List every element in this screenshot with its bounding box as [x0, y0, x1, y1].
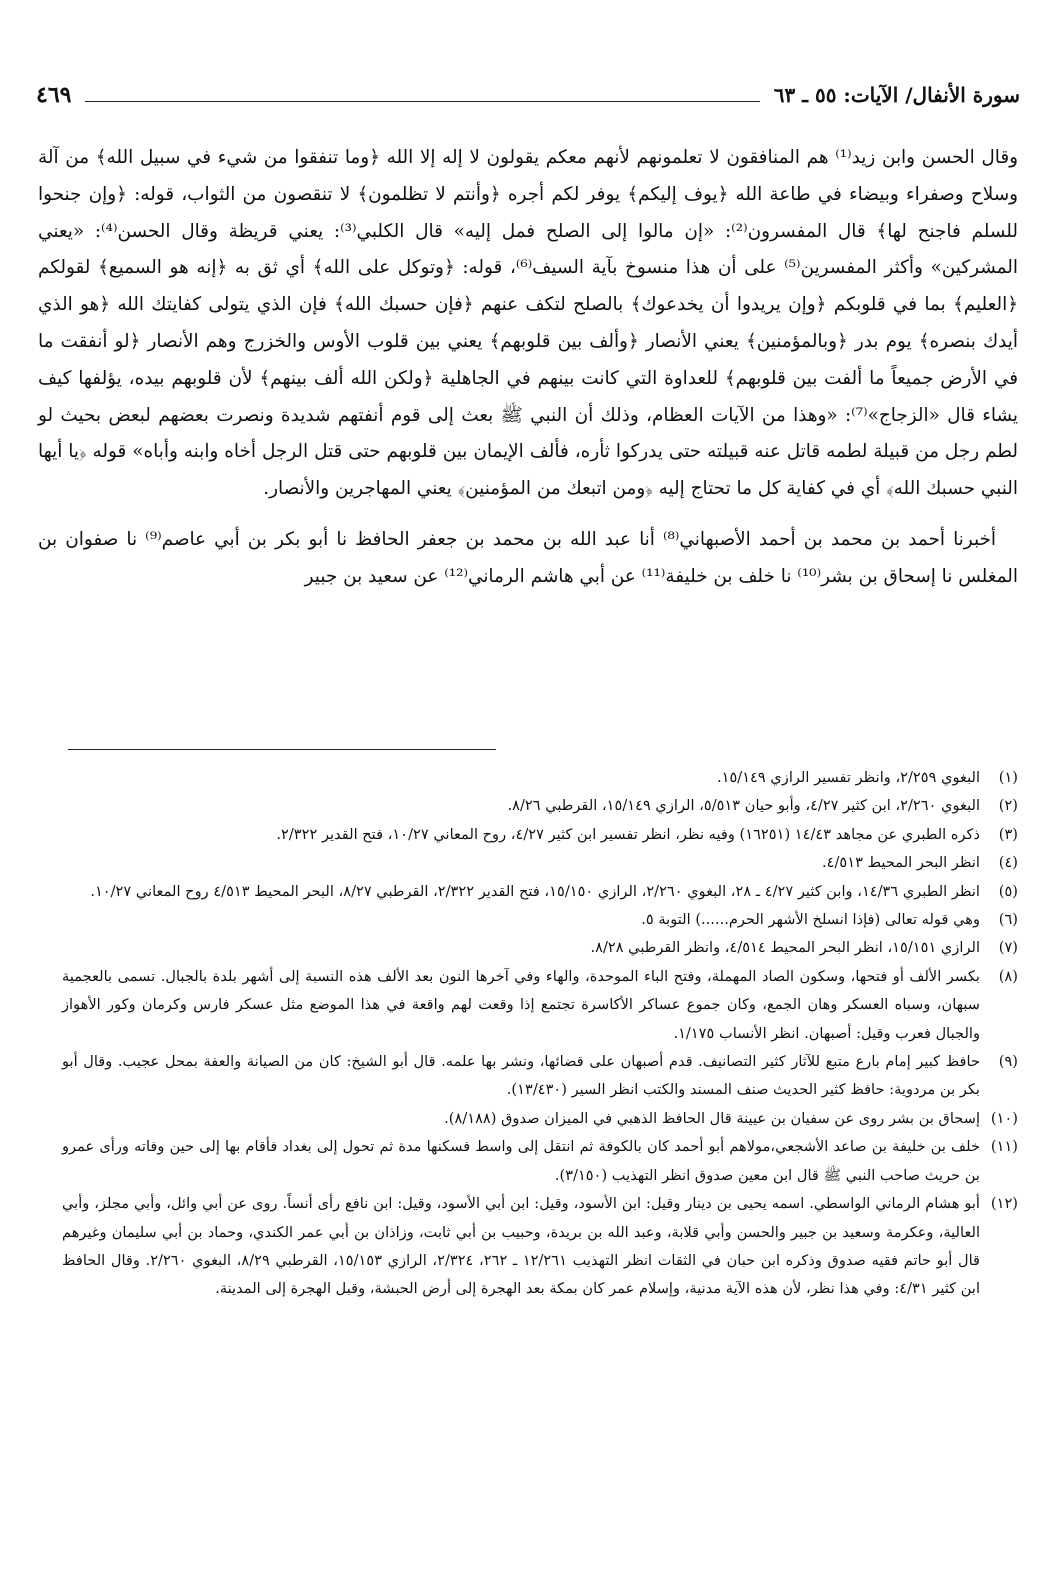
- footnote-text: وهي قوله تعالى (فإذا انسلخ الأشهر الحرم......) التوبة ٥.: [641, 911, 980, 929]
- footnote-text: الرازي ١٥/١٥١، انظر البحر المحيط ٤/٥١٤، وانظر القرطبي ٨/٢٨.: [590, 939, 980, 957]
- footnote: [62, 1105, 1018, 1133]
- footnote: [62, 963, 1018, 1048]
- footnote-number: (٣): [998, 825, 1018, 843]
- footnote-number: (١): [998, 769, 1018, 786]
- page-number: ٤٦٩: [36, 82, 72, 108]
- footnote-number: (٦): [998, 911, 1018, 929]
- footnote: [62, 1190, 1018, 1304]
- footnote: [62, 792, 1018, 820]
- footnote-text: ذكره الطبري عن مجاهد ١٤/٤٣ (١٦٢٥١) وفيه نظر، انظر تفسير ابن كثير ٤/٢٧، روح المعاني ١٠/٢٧، فتح القدير ٢/٣٢٢.: [276, 825, 980, 843]
- footnote-number: (١٠): [990, 1109, 1018, 1127]
- footnote-number: (٧): [998, 939, 1018, 957]
- footnote-number: (٢): [998, 797, 1018, 815]
- footnote-text: بكسر الألف أو فتحها، وسكون الصاد المهملة، وفتح الباء الموحدة، والهاء وفي آخرها النون بعد الألف هذه النسبة إلى أشهر بلدة بالجبال. تسمى بالعجمية سبهان، وسباه العسكر وهان الجمع، وكان جموع عساكر الأكاسرة تجتمع إذا وقعت لهم واقعة في هذا الموضع مثل عسكر فارس وكرمان وكور الأهواز والجبال فعرب وقيل: أصبهان. انظر الأنساب ١/١٧٥.: [62, 967, 980, 1042]
- footnote-text: البغوي ٢/٢٦٠، ابن كثير ٤/٢٧، وأبو حيان ٥/٥١٣، الرازي ١٥/١٤٩، القرطبي ٨/٢٦.: [507, 797, 980, 815]
- page-header: [36, 78, 1020, 112]
- footnote-number: (٤): [998, 854, 1018, 872]
- footnote: [62, 1133, 1018, 1190]
- paragraph: أخبرنا أحمد بن محمد بن أحمد الأصبهاني⁽⁸⁾ أنا عبد الله بن محمد بن جعفر الحافظ نا أبو بكر بن أبي عاصم⁽⁹⁾ نا صفوان بن المغلس نا إسحاق بن بشر⁽¹⁰⁾ نا خلف بن خليفة⁽¹¹⁾ عن أبي هاشم الرماني⁽¹²⁾ عن سعيد بن جبير: [38, 528, 1018, 587]
- footnote-number: (١١): [990, 1138, 1018, 1156]
- footnote-separator: [68, 749, 496, 750]
- footnote-text: انظر الطبري ١٤/٣٦، وابن كثير ٤/٢٧ ـ ٢٨، البغوي ٢/٢٦٠، الرازي ١٥/١٥٠، فتح القدير ٢/٣٢٢، القرطبي ٨/٢٧، البحر المحيط ٤/٥١٣ روح المعاني ١٠/٢٧.: [90, 882, 980, 900]
- main-text: [38, 140, 1018, 596]
- footnote-text: حافظ كبير إمام بارع متبع للآثار كثير التصانيف. قدم أصبهان على قضائها، ونشر بها علمه. قال أبو الشيخ: كان من الصيانة والعفة بمحل عجيب. وقال أبو بكر بن مردوية: حافظ كثير الحديث صنف المسند والكتب انظر السير (١٣/٤٣٠).: [62, 1053, 980, 1099]
- footnote-number: (١٢): [990, 1195, 1018, 1213]
- footnote-text: انظر البحر المحيط ٤/٥١٣.: [822, 854, 980, 872]
- surah-title: سورة الأنفال/ الآيات: ٥٥ ـ ٦٣: [773, 83, 1020, 107]
- footnote: [62, 1048, 1018, 1105]
- footnotes: [62, 764, 1018, 1304]
- paragraph: وقال الحسن وابن زيد⁽¹⁾ هم المنافقون لا تعلمونهم لأنهم معكم يقولون لا إله إلا الله ﴿وما تنفقوا من شيء في سبيل الله﴾ من آلة وسلاح وصفراء وبيضاء في طاعة الله ﴿يوف إليكم﴾ يوفر لكم أجره ﴿وأنتم لا تظلمون﴾ لا تنقصون من الثواب، قوله: ﴿وإن جنحوا للسلم فاجنح لها﴾ قال المفسرون⁽²⁾: «إن مالوا إلى الصلح فمل إليه» قال الكلبي⁽³⁾: يعني قريظة وقال الحسن⁽⁴⁾: «يعني المشركين» وأكثر المفسرين⁽⁵⁾ على أن هذا منسوخ بآية السيف⁽⁶⁾، قوله: ﴿وتوكل على الله﴾ أي ثق به ﴿إنه هو السميع﴾ لقولكم ﴿العليم﴾ بما في قلوبكم ﴿وإن يريدوا أن يخدعوك﴾ بالصلح لتكف عنهم ﴿فإن حسبك الله﴾ فإن الذي يتولى كفايتك الله ﴿هو الذي أيدك بنصره﴾ يوم بدر ﴿وبالمؤمنين﴾ يعني الأنصار ﴿وألف بين قلوبهم﴾ يعني بين قلوب الأوس والخزرج وهم الأنصار ﴿لو أنفقت ما في الأرض جميعاً ما ألفت بين قلوبهم﴾ للعداوة التي كانت بينهم في الجاهلية ﴿ولكن الله ألف بينهم﴾ لأن قلوبهم بيده، يؤلفها كيف يشاء قال «الزجاج»⁽⁷⁾: «وهذا من الآيات العظام، وذلك أن النبي ﷺ بعث إلى قوم أنفتهم شديدة ونصرت بعضهم لبعض بحيث لو لطم رجل من قبيلة لطمه قاتل عنه قبيلته حتى يدركوا ثأره، فألف الإيمان بين قلوبهم حتى قتل الرجل أخاه وابنه وأباه» قوله ﴿يا أيها النبي حسبك الله﴾ أي في كفاية كل ما تحتاج إليه ﴿ومن اتبعك من المؤمنين﴾ يعني المهاجرين والأنصار.: [38, 147, 1018, 500]
- footnote-text: إسحاق بن بشر روى عن سفيان بن عيينة قال الحافظ الذهبي في الميزان صدوق (٨/١٨٨).: [444, 1109, 980, 1127]
- footnote-number: (٨): [998, 967, 1018, 985]
- footnote-text: خلف بن خليفة بن صاعد الأشجعي،مولاهم أبو أحمد كان بالكوفة ثم انتقل إلى واسط فسكنها مدة ثم تحول إلى بغداد فأقام بها إلى حين وفاته ورأى عمرو بن حريث صاحب النبي ﷺ قال ابن معين صدوق انظر التهذيب (٣/١٥٠).: [62, 1138, 980, 1184]
- footnote-number: (٩): [998, 1053, 1018, 1071]
- header-rule: [85, 101, 759, 102]
- footnote-text: البغوي ٢/٢٥٩، وانظر تفسير الرازي ١٥/١٤٩.: [716, 769, 980, 786]
- footnote: [62, 849, 1018, 877]
- footnote: [62, 821, 1018, 849]
- footnote: [62, 934, 1018, 962]
- footnote: [62, 906, 1018, 934]
- footnote: [62, 764, 1018, 792]
- footnote-text: أبو هشام الرماني الواسطي. اسمه يحيى بن دينار وقيل: ابن الأسود، وقيل: ابن أبي الأسود، وقيل: ابن نافع رأى أنساً. روى عن أبي وائل، وأبي مجلز، وأبي العالية، وعكرمة وسعيد بن جبير والحسن وأبي قلابة، وعبد الله بن بريدة، وحبيب بن أبي ثابت، وزاذان بن أبي عمر الكندي، وحماد بن أبي سليمان وغيرهم قال أبو حاتم فقيه صدوق وذكره ابن حبان في الثقات انظر التهذيب ١٢/٢٦١ ـ ٢٦٢، ٢/٣٢٤، الرازي ١٥/١٥٣، القرطبي ٨/٢٩، البغوي ٢/٢٦٠. وقال الحافظ ابن كثير ٤/٣١: وفي هذا نظر، لأن هذه الآية مدنية، وإسلام عمر كان بمكة بعد الهجرة إلى أرض الحبشة، وقبل الهجرة إلى المدينة.: [62, 1195, 981, 1298]
- footnote: [62, 878, 1018, 906]
- footnote-number: (٥): [998, 882, 1018, 900]
